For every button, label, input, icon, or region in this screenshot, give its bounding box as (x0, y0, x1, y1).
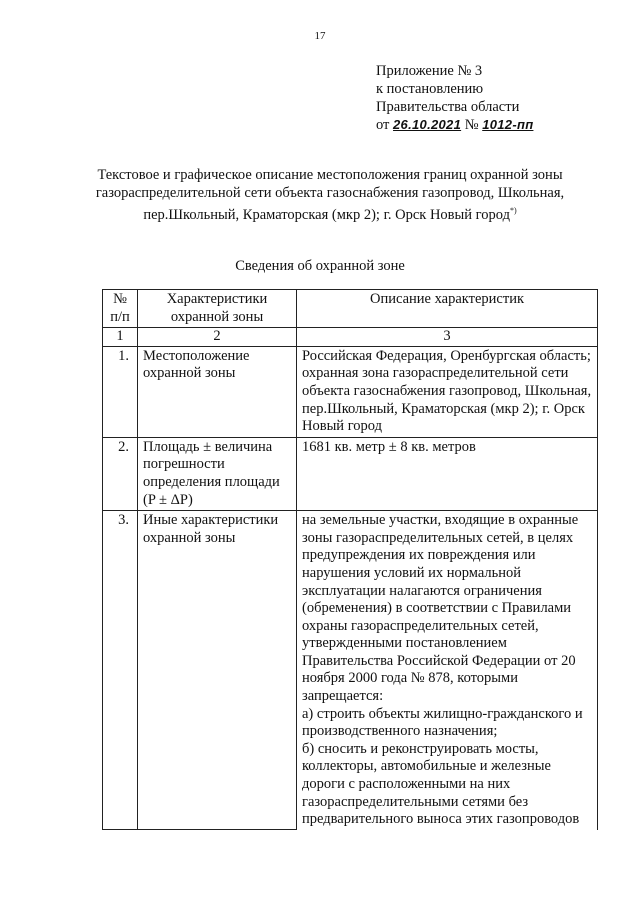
description-item-a: а) строить объекты жилищно-гражданского и производственного назначения; (302, 705, 583, 740)
row-number: 2. (103, 437, 138, 510)
row-characteristic: Площадь ± величина погрешности определения площади (P ± ΔP) (138, 437, 297, 510)
header-number: № п/п (103, 290, 138, 328)
description-item-b: б) сносить и реконструировать мосты, коллекторы, автомобильные и железные дороги с расположенными на них газораспределительными сетями без предварительного выноса этих газопроводов (302, 740, 580, 828)
table-header-row (103, 290, 598, 328)
table-row (103, 511, 598, 830)
appendix-line-3: Правительства области (376, 99, 520, 115)
index-cell: 2 (138, 328, 297, 347)
table-row (103, 346, 598, 437)
index-cell: 1 (103, 328, 138, 347)
header-characteristic: Характеристики охранной зоны (138, 290, 297, 328)
title-text: Текстовое и графическое описание местоположения границ охранной зоны газораспределительной сети объекта газоснабжения газопровод, Школьная, пер.Школьный, Краматорская (мкр 2); г. Орск Новый город (95, 167, 565, 223)
row-number: 1. (103, 346, 138, 437)
row-characteristic: Местоположение охранной зоны (138, 346, 297, 437)
appendix-date-line (376, 116, 533, 134)
number-sign: № (464, 117, 479, 133)
index-cell: 3 (297, 328, 598, 347)
row-description (297, 511, 598, 830)
header-description: Описание характеристик (297, 290, 598, 328)
section-subtitle: Сведения об охранной зоне (235, 258, 405, 274)
appendix-line-2: к постановлению (376, 81, 484, 97)
appendix-line-1: Приложение № 3 (376, 63, 483, 79)
handwritten-number: 1012-пп (482, 117, 534, 132)
row-description: Российская Федерация, Оренбургская область; охранная зона газораспределительной сети объекта газоснабжения газопровод, Школьная, пер.Школьный, Краматорская (мкр 2); г. Орск Новый город (297, 346, 598, 437)
title-footnote: *) (509, 206, 517, 215)
protection-zone-table (102, 289, 598, 830)
from-word: от (376, 117, 390, 133)
handwritten-date: 26.10.2021 (393, 117, 462, 132)
row-number: 3. (103, 511, 138, 830)
appendix-block (376, 62, 533, 134)
table-index-row (103, 328, 598, 347)
page-number: 17 (314, 30, 326, 42)
table-row (103, 437, 598, 510)
document-title (80, 166, 580, 224)
description-main: на земельные участки, входящие в охранные зоны газораспределительных сетей, в целях предупреждения их повреждения или нарушения условий их нормальной эксплуатации налагаются ограничения (обременения) в соответствии с Правилами охраны газораспределительных сетей, утвержденными постановлением Правительства Российской Федерации от 20 ноября 2000 года № 878, которыми запрещается: (302, 512, 579, 705)
row-description: 1681 кв. метр ± 8 кв. метров (297, 437, 598, 510)
row-characteristic: Иные характеристики охранной зоны (138, 511, 297, 830)
